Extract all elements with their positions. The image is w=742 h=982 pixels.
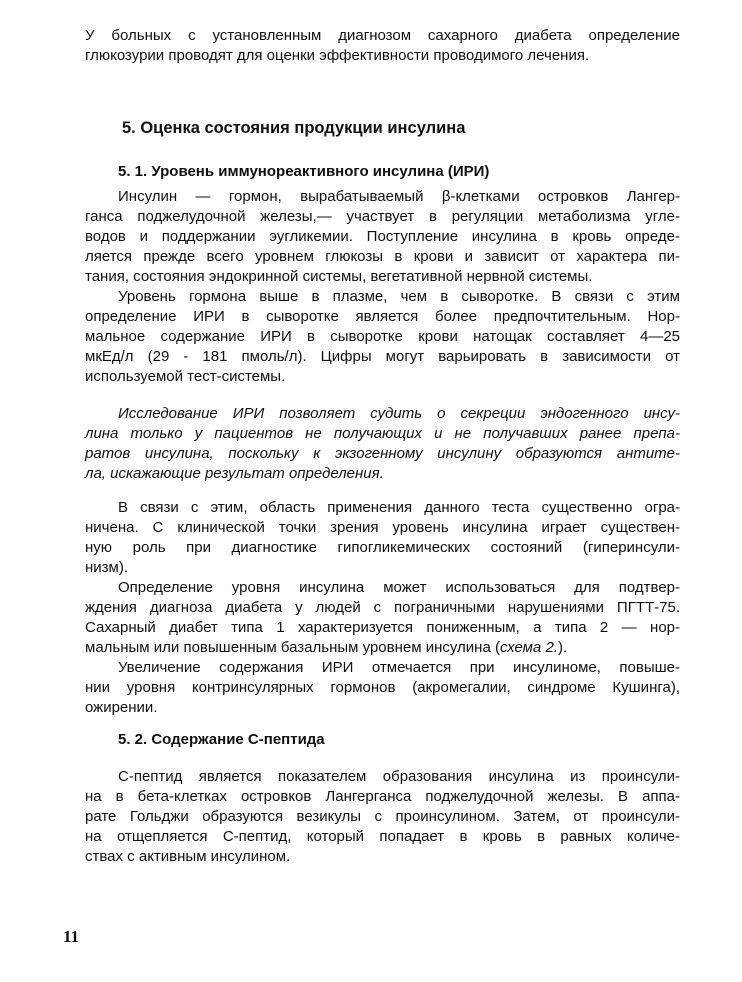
paragraph-line: на в бета-клетках островков Лангерганса поджелудочной железы. В аппа- [85, 788, 680, 805]
scheme-reference: схема 2. [499, 639, 558, 656]
paragraph-line: ждения диагноза диабета у людей с пограничными нарушениями ПГТТ-75. [85, 599, 680, 616]
paragraph-text: ). [557, 639, 568, 656]
paragraph-line: используемой тест-системы. [85, 368, 286, 385]
intro-line-1: У больных с установленным диагнозом сахарного диабета определение [85, 27, 680, 44]
italic-note-line: лина только у пациентов не получающих и не получавших ранее препа- [85, 425, 680, 442]
paragraph-line [85, 638, 680, 658]
paragraph-line: ную роль при диагностике гипогликемических состояний (гиперинсули- [85, 539, 680, 556]
paragraph-line: низм). [85, 559, 129, 576]
italic-note-line: Исследование ИРИ позволяет судить о секреции эндогенного инсу- [118, 405, 680, 422]
paragraph-line: нии уровня контринсулярных гормонов (акромегалии, синдроме Кушинга), [85, 679, 680, 696]
paragraph-line: определение ИРИ в сыворотке является более предпочтительным. Нор- [85, 308, 680, 325]
paragraph-line: ничена. С клинической точки зрения уровень инсулина играет существен- [85, 519, 680, 536]
paragraph-line: рате Гольджи образуются везикулы с проинсулином. Затем, от проинсули- [85, 808, 680, 825]
paragraph-line: Определение уровня инсулина может использоваться для подтвер- [118, 579, 680, 596]
subsection-heading-5-1: 5. 1. Уровень иммунореактивного инсулина (ИРИ) [118, 163, 490, 180]
paragraph-line: ожирении. [85, 699, 158, 716]
paragraph-line: тания, состояния эндокринной системы, вегетативной нервной системы. [85, 268, 593, 285]
paragraph-line: ствах с активным инсулином. [85, 848, 291, 865]
paragraph-line: Увеличение содержания ИРИ отмечается при инсулиноме, повыше- [118, 659, 680, 676]
paragraph-line: ганса поджелудочной железы,— участвует в регуляции метаболизма угле- [85, 208, 680, 225]
intro-line-2: глюкозурии проводят для оценки эффективности проводимого лечения. [85, 47, 590, 64]
paragraph-line: ляется прежде всего уровнем глюкозы в крови и зависит от характера пи- [85, 248, 680, 265]
paragraph-line: Уровень гормона выше в плазме, чем в сыворотке. В связи с этим [118, 288, 680, 305]
paragraph-line: В связи с этим, область применения данного теста существенно огра- [118, 499, 680, 516]
section-heading: 5. Оценка состояния продукции инсулина [122, 119, 466, 137]
paragraph-line: на отщепляется С-пептид, который попадает в кровь в равных количе- [85, 828, 680, 845]
paragraph-line: С-пептид является показателем образования инсулина из проинсули- [118, 768, 680, 785]
italic-note-line: ла, искажающие результат определения. [85, 465, 384, 482]
paragraph-text: мальным или повышенным базальным уровнем инсулина ( [85, 639, 500, 656]
paragraph-line: Сахарный диабет типа 1 характеризуется пониженным, а типа 2 — нор- [85, 619, 680, 636]
paragraph-line: мкЕд/л (29 - 181 пмоль/л). Цифры могут варьировать в зависимости от [85, 348, 680, 365]
page-number: 11 [63, 927, 80, 946]
subsection-heading-5-2: 5. 2. Содержание С-пептида [118, 731, 325, 748]
paragraph-line: Инсулин — гормон, вырабатываемый β-клетками островков Лангер- [118, 188, 680, 205]
paragraph-line: мальное содержание ИРИ в сыворотке крови натощак составляет 4—25 [85, 328, 680, 345]
italic-note-line: ратов инсулина, поскольку к экзогенному инсулину образуются антите- [85, 445, 680, 462]
paragraph-line: водов и поддержании эугликемии. Поступление инсулина в кровь опреде- [85, 228, 680, 245]
